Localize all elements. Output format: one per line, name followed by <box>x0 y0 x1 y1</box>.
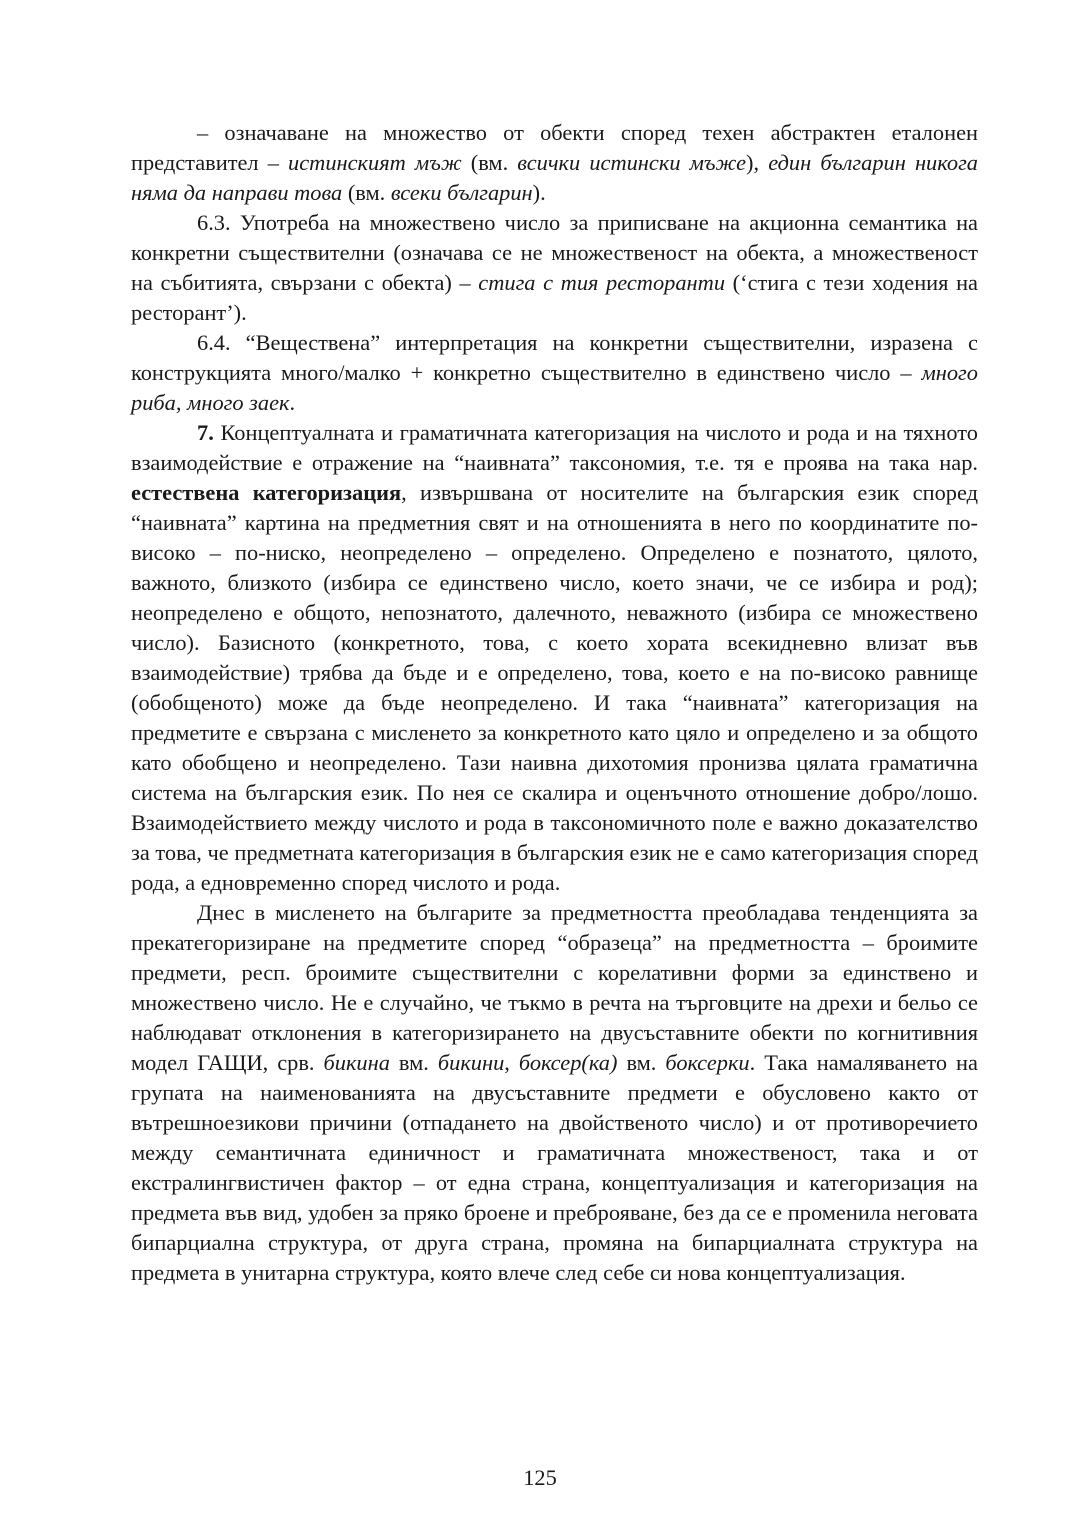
text-run: . Така намаляването на групата на наименованията на двусъставните предмети е обусловено както от вътрешноезикови причини (отпадането на двойственото число) и от противоречието между семантичната единичност и граматичната множественост, така и от екстралингвистичен фактор – от една страна, концептуализация и категоризация на предмета във вид, удобен за пряко броене и преброяване, без да се е променила неговата бипарциална структура, от друга страна, промяна на бипарциалната структура на предмета в унитарна структура, която влече след себе си нова концептуализация. <box>131 1050 978 1285</box>
text-run: (‘стига с тези ходения на ресторант’). <box>131 270 978 325</box>
page-number: 125 <box>523 1465 557 1490</box>
text-run: ), <box>746 150 769 175</box>
text-run: 6.4. “Веществена” интерпретация на конкретни съществителни, изразена с конструкцията много/малко + конкретно съществително в единствено число – <box>131 330 978 385</box>
italic-example: всеки българин <box>390 180 533 205</box>
text-run: . <box>289 390 296 415</box>
italic-example: един българин никога няма да направи това <box>131 150 978 205</box>
italic-example: боксерки <box>665 1050 750 1075</box>
text-run: вм. <box>389 1050 438 1075</box>
paragraph-recategorization-trend <box>131 898 978 1288</box>
paragraph-6-4-substance-interpretation <box>131 328 978 418</box>
italic-example: истинският мъж <box>288 150 462 175</box>
page-body <box>131 118 978 1288</box>
italic-example: бикини <box>437 1050 505 1075</box>
text-run: (вм. <box>461 150 518 175</box>
text-run: , извършвана от носителите на българския език според “наивната” картина на предметния свят и на отношенията в него по координатите по-високо – по-ниско, неопределено – определено. Определено е познатото, цялото, важното, близкото (избира се единствено число, което значи, че се избира и род); неопределено е общото, непознатото, далечното, неважното (избира се множествено число). Базисното (конкретното, това, с което хората всекидневно влизат във взаимодействие) трябва да бъде и е определено, това, което е на по-високо равнище (обобщеното) може да бъде неопределено. И така “наивната” категоризация на предметите е свързана с мисленето за конкретното като цяло и определено и за общото като обобщено и неопределено. Тази наивна дихотомия пронизва цялата граматична система на българския език. По нея се скалира и оценъчното отношение добро/лошо. Взаимодействието между числото и рода в таксономичното поле е важно доказателство за това, че предметната категоризация в българския език не е само категоризация според рода, а едновременно според числото и рода. <box>131 480 979 895</box>
paragraph-plural-abstract-representative <box>131 118 978 208</box>
italic-example: боксер(ка) <box>518 1050 618 1075</box>
italic-example: стига с тия ресторанти <box>478 270 726 295</box>
italic-example: много риба, много заек <box>131 360 978 415</box>
text-run: 6.3. Употреба на множествено число за приписване на акционна семантика на конкретни съществителни (означава се не множественост на обекта, а множественост на събитията, свързани с обекта) – <box>131 210 978 295</box>
italic-example: бикина <box>323 1050 390 1075</box>
text-run: вм. <box>617 1050 666 1075</box>
paragraph-7-natural-categorization <box>131 418 978 898</box>
bold-term: 7. <box>197 420 214 445</box>
bold-term: естествена категоризация <box>131 480 402 505</box>
text-run: – означаване на множество от обекти според техен абстрактен еталонен представител – <box>131 120 978 175</box>
paragraph-6-3-action-semantics <box>131 208 978 328</box>
text-run: Концептуалната и граматичната категоризация на числото и рода и на тяхното взаимодействие е отражение на “наивната” таксономия, т.е. тя е проява на така нар. <box>131 420 978 475</box>
italic-example: всички истински мъже <box>517 150 747 175</box>
text-run: Днес в мисленето на българите за предметността преобладава тенденцията за прекатегоризиране на предметите според “образеца” на предметността – броимите предмети, респ. броимите съществителни с корелативни форми за единствено и множествено число. Не е случайно, че тъкмо в речта на търговците на дрехи и бельо се наблюдават отклонения в категоризирането на двусъставните обекти по когнитивния модел ГАЩИ, срв. <box>131 900 978 1075</box>
text-run: (вм. <box>342 180 391 205</box>
text-run: ). <box>532 180 546 205</box>
text-run: , <box>504 1050 519 1075</box>
